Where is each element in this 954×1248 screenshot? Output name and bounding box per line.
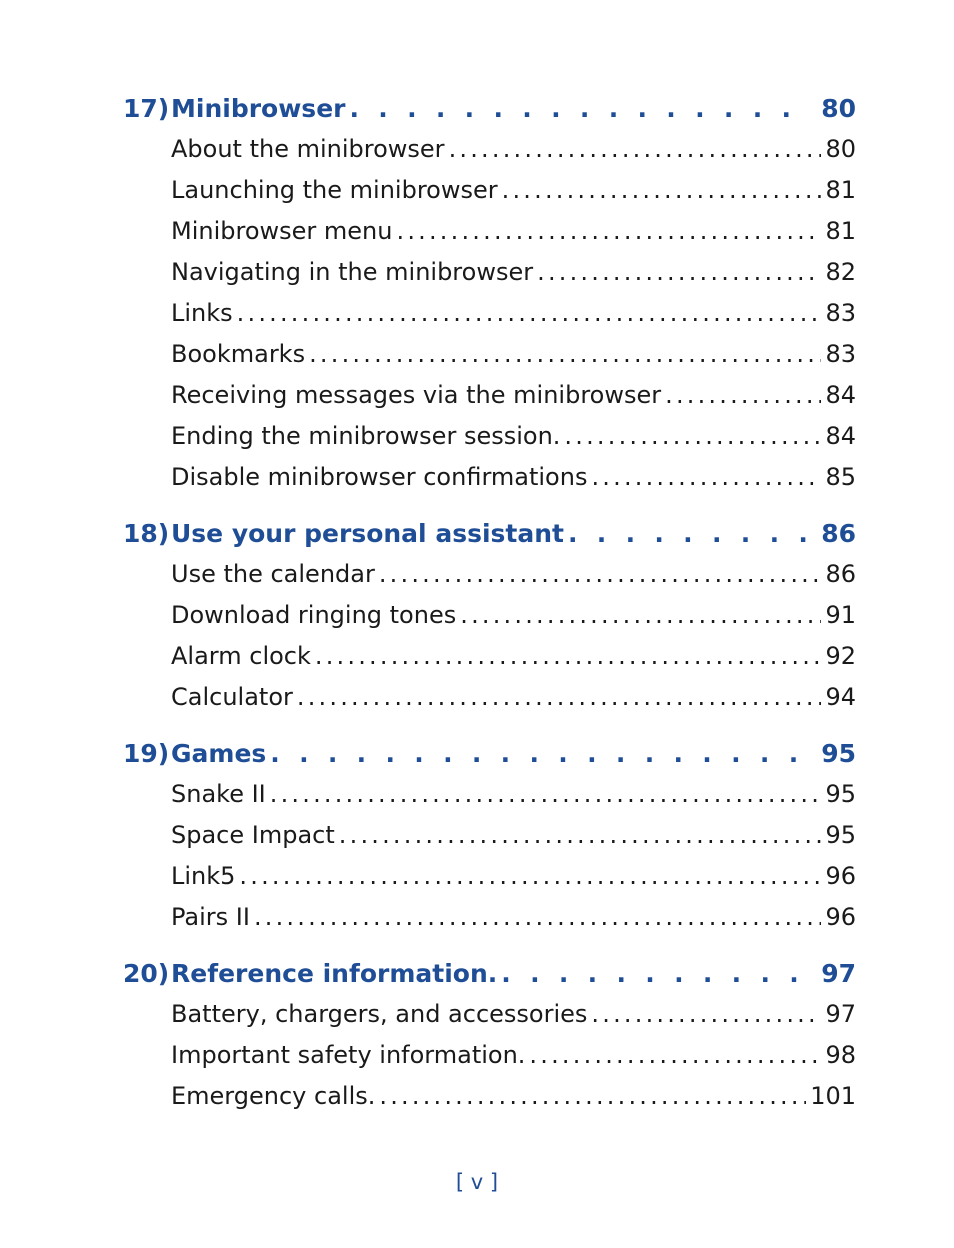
dot-leader — [237, 293, 822, 334]
page-number: 98 — [825, 1041, 856, 1069]
page-number: 95 — [825, 821, 856, 849]
dot-leader — [309, 334, 821, 375]
dot-leader — [564, 416, 821, 457]
toc-entry[interactable] — [123, 129, 856, 170]
page-number: 80 — [821, 94, 856, 123]
chapter-number: 17) — [123, 94, 170, 123]
page-number: 82 — [825, 258, 856, 286]
toc-entry[interactable] — [123, 293, 856, 334]
toc-entry[interactable] — [123, 457, 856, 498]
dot-leader — [537, 252, 821, 293]
toc-entry[interactable] — [123, 815, 856, 856]
toc-entry[interactable] — [123, 897, 856, 938]
entry-title: Disable minibrowser confirmations — [171, 463, 588, 491]
entry-title: Emergency calls. — [171, 1082, 376, 1110]
entry-title: Link5 — [171, 862, 236, 890]
page-number: 101 — [810, 1082, 856, 1110]
toc-entry[interactable] — [123, 636, 856, 677]
page-number: 81 — [825, 176, 856, 204]
dot-leader — [665, 375, 821, 416]
entry-title: Alarm clock — [171, 642, 311, 670]
entry-title: Launching the minibrowser — [171, 176, 498, 204]
dot-leader — [460, 595, 821, 636]
dot-leader — [502, 170, 822, 211]
page-number: 96 — [825, 862, 856, 890]
page-number: 84 — [825, 381, 856, 409]
toc-entry[interactable] — [123, 1076, 856, 1117]
chapter-title: Reference information. — [171, 959, 498, 988]
page-number: 97 — [821, 959, 856, 988]
toc-heading[interactable] — [123, 88, 856, 129]
table-of-contents — [123, 88, 856, 1117]
entry-title: Navigating in the minibrowser — [171, 258, 534, 286]
page-number: 94 — [825, 683, 856, 711]
toc-heading[interactable] — [123, 953, 856, 994]
page-number: 83 — [825, 340, 856, 368]
entry-title: Snake II — [171, 780, 266, 808]
entry-title: Minibrowser menu — [171, 217, 393, 245]
page-number: 97 — [825, 1000, 856, 1028]
dot-leader — [270, 774, 822, 815]
entry-title: Important safety information. — [171, 1041, 526, 1069]
page-number: 96 — [825, 903, 856, 931]
toc-section-20 — [123, 953, 856, 1117]
page-number: 95 — [825, 780, 856, 808]
page-number: 92 — [825, 642, 856, 670]
page-number: 83 — [825, 299, 856, 327]
toc-entry[interactable] — [123, 994, 856, 1035]
toc-entry[interactable] — [123, 170, 856, 211]
dot-leader — [396, 211, 821, 252]
entry-title: About the minibrowser — [171, 135, 445, 163]
dot-leader — [379, 1076, 806, 1117]
dot-leader — [568, 513, 807, 554]
page-number: 91 — [825, 601, 856, 629]
dot-leader — [239, 856, 821, 897]
entry-title: Download ringing tones — [171, 601, 457, 629]
chapter-title: Use your personal assistant — [171, 519, 564, 548]
page-folio: [ v ] — [455, 1170, 499, 1194]
page-number: 86 — [821, 519, 856, 548]
dot-leader — [591, 994, 821, 1035]
toc-entry[interactable] — [123, 677, 856, 718]
dot-leader — [501, 953, 807, 994]
entry-title: Links — [171, 299, 233, 327]
toc-entry[interactable] — [123, 416, 856, 457]
toc-section-17 — [123, 88, 856, 498]
toc-section-19 — [123, 733, 856, 938]
toc-entry[interactable] — [123, 334, 856, 375]
page-number: 95 — [821, 739, 856, 768]
entry-title: Pairs II — [171, 903, 250, 931]
toc-entry[interactable] — [123, 554, 856, 595]
entry-title: Space Impact — [171, 821, 335, 849]
dot-leader — [270, 733, 807, 774]
dot-leader — [379, 554, 822, 595]
dot-leader — [349, 88, 807, 129]
chapter-number: 18) — [123, 519, 170, 548]
page-number: 85 — [825, 463, 856, 491]
toc-heading[interactable] — [123, 733, 856, 774]
chapter-number: 20) — [123, 959, 170, 988]
dot-leader — [297, 677, 822, 718]
entry-title: Bookmarks — [171, 340, 306, 368]
entry-title: Battery, chargers, and accessories — [171, 1000, 588, 1028]
chapter-title: Minibrowser — [171, 94, 346, 123]
toc-heading[interactable] — [123, 513, 856, 554]
toc-entry[interactable] — [123, 375, 856, 416]
toc-entry[interactable] — [123, 1035, 856, 1076]
toc-entry[interactable] — [123, 856, 856, 897]
page-number: 81 — [825, 217, 856, 245]
dot-leader — [339, 815, 822, 856]
toc-entry[interactable] — [123, 774, 856, 815]
entry-title: Use the calendar — [171, 560, 375, 588]
chapter-title: Games — [171, 739, 267, 768]
page-number: 86 — [825, 560, 856, 588]
page-number: 84 — [825, 422, 856, 450]
toc-entry[interactable] — [123, 595, 856, 636]
dot-leader — [315, 636, 822, 677]
toc-entry[interactable] — [123, 252, 856, 293]
entry-title: Calculator — [171, 683, 293, 711]
dot-leader — [449, 129, 822, 170]
toc-entry[interactable] — [123, 211, 856, 252]
chapter-number: 19) — [123, 739, 170, 768]
entry-title: Ending the minibrowser session. — [171, 422, 561, 450]
dot-leader — [529, 1035, 821, 1076]
entry-title: Receiving messages via the minibrowser — [171, 381, 662, 409]
toc-section-18 — [123, 513, 856, 718]
page-number: 80 — [825, 135, 856, 163]
dot-leader — [254, 897, 822, 938]
dot-leader — [591, 457, 821, 498]
